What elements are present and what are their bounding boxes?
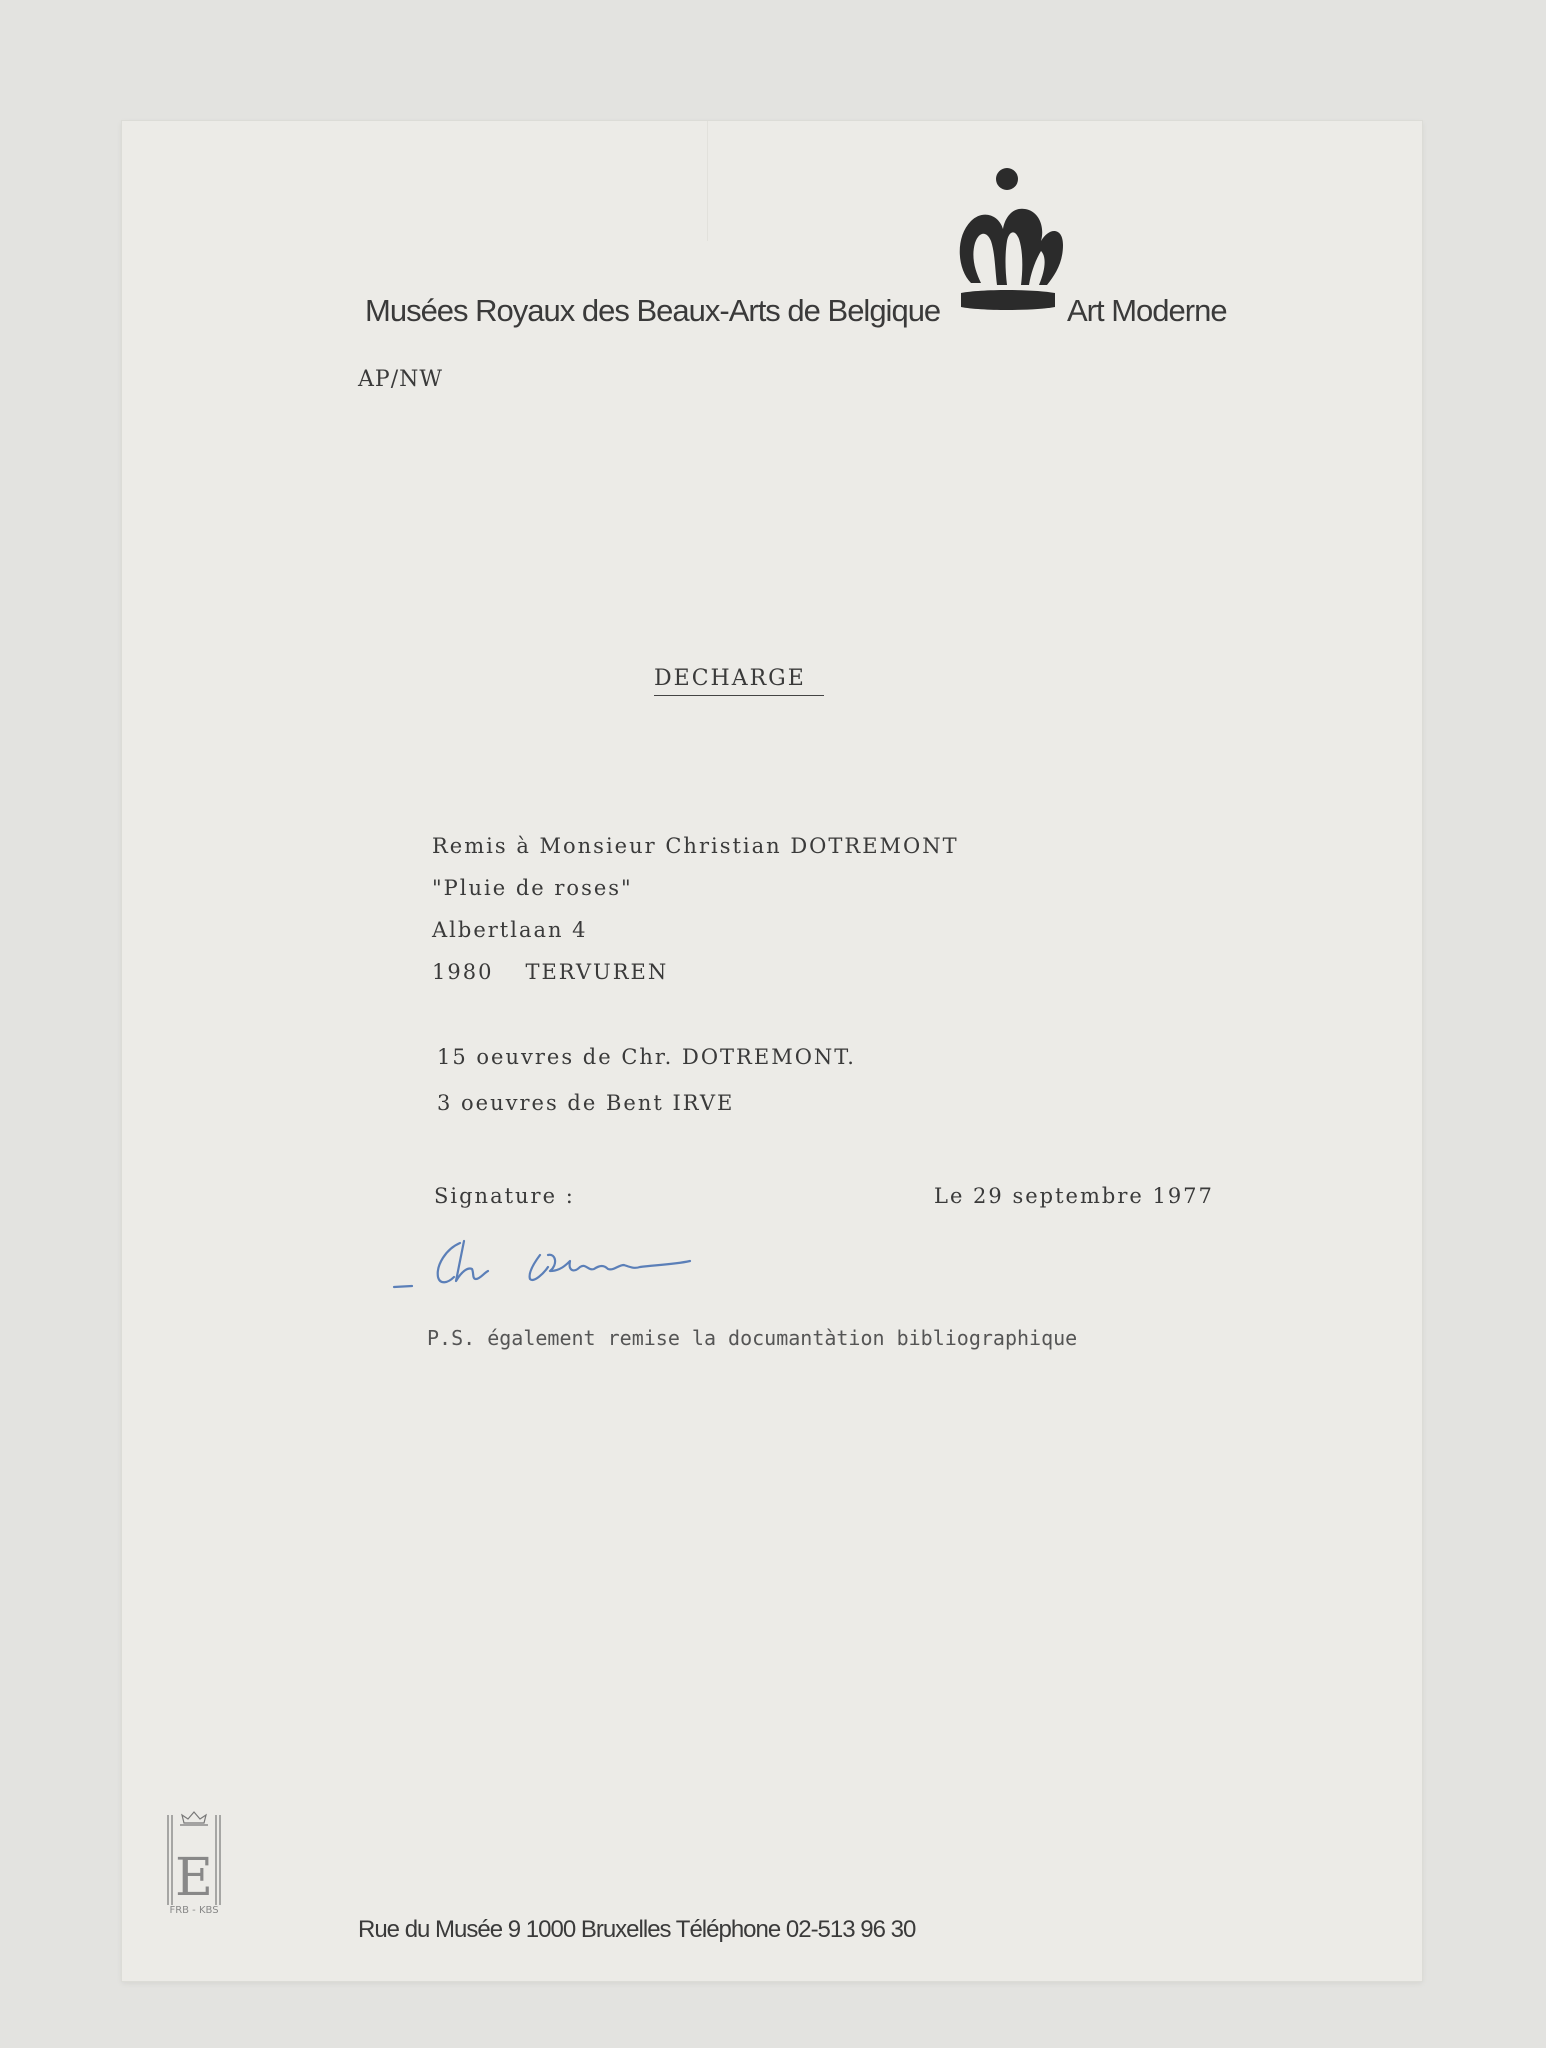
reference-code: AP/NW	[358, 367, 443, 392]
letter-sheet	[122, 121, 1422, 1981]
department-name: Art Moderne	[1067, 293, 1227, 328]
postscript-note: P.S. également remise la documantàtion bibliographique	[427, 1326, 1078, 1350]
foundation-stamp	[150, 1809, 240, 1918]
recipient-line-2: "Pluie de roses"	[432, 876, 633, 900]
recipient-line-1: Remis à Monsieur Christian DOTREMONT	[432, 834, 959, 858]
works-line-1: 15 oeuvres de Chr. DOTREMONT.	[437, 1045, 856, 1069]
stamp-letter: E	[175, 1848, 213, 1908]
institution-name: Musées Royaux des Beaux-Arts de Belgique	[365, 293, 941, 328]
signature-label: Signature :	[434, 1184, 575, 1208]
document-date: Le 29 septembre 1977	[934, 1184, 1214, 1208]
recipient-line-3: Albertlaan 4	[432, 918, 588, 942]
crown-logo-icon	[951, 165, 1066, 329]
works-line-2: 3 oeuvres de Bent IRVE	[437, 1091, 735, 1115]
handwritten-signature	[390, 1231, 730, 1305]
document-title: DECHARGE	[654, 666, 824, 696]
recipient-address-line	[432, 960, 668, 984]
recipient-postal-code: 1980	[432, 960, 494, 984]
recipient-city: TERVUREN	[525, 960, 669, 984]
stamp-caption: FRB - KBS	[169, 1905, 219, 1914]
fold-line	[707, 121, 708, 241]
footer-address: Rue du Musée 9 1000 Bruxelles Téléphone 02-513 96 30	[358, 1916, 916, 1943]
